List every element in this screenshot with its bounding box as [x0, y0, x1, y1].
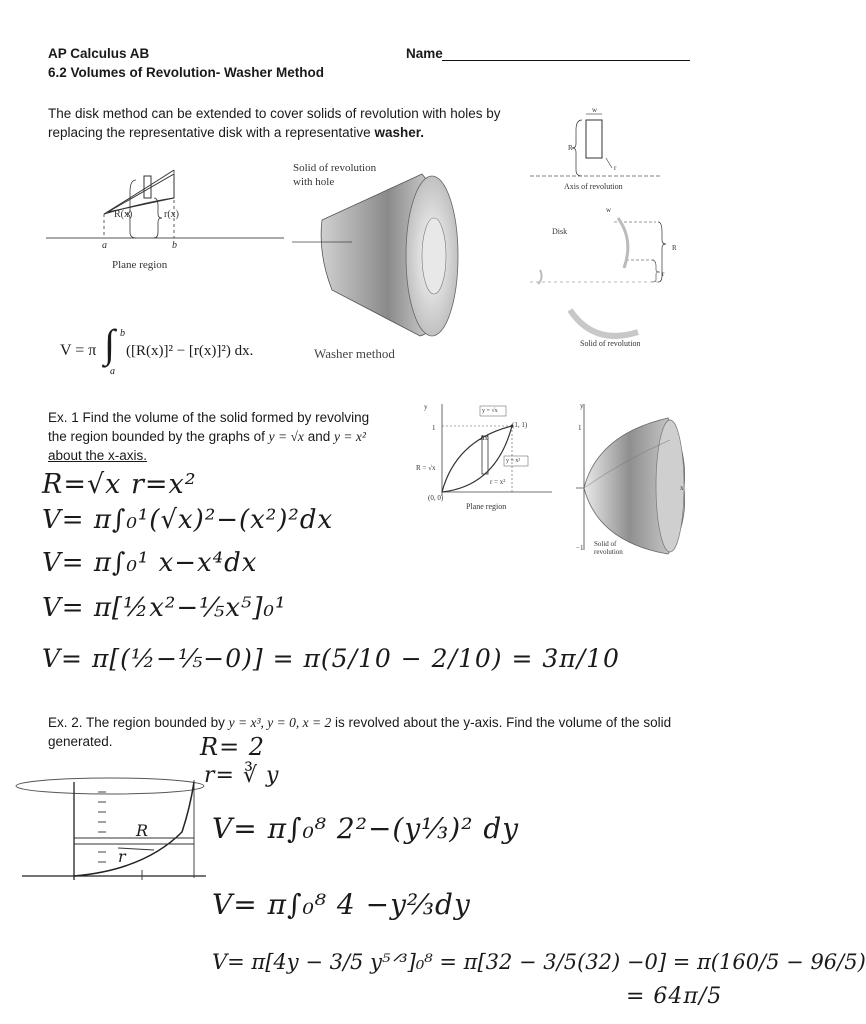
ex2-line-2: generated. — [48, 734, 113, 749]
formula-V: V = π — [60, 342, 97, 359]
plane-a-label: a — [102, 240, 107, 251]
ex2-work-line-3: V= π[4y − 3/5 y⁵ᐟ³]₀⁸ = π[32 − 3/5(32) −0] = π(160/5 − 96/5) — [212, 950, 866, 974]
name-label: Name — [406, 46, 443, 61]
ex1-prompt — [48, 408, 408, 465]
disk-label: Disk — [552, 227, 568, 236]
ex1-solid-x-label: x — [680, 484, 684, 492]
ex1-work-line-2: V= π∫₀¹(√x)²−(x²)²dx — [42, 505, 334, 535]
plane-R-label: R(x) — [114, 209, 133, 220]
ex1-fig-origin-label: (0, 0) — [428, 494, 444, 502]
ex2-prompt — [48, 713, 738, 751]
formula-integrand: ([R(x)]² − [r(x)]²) dx. — [126, 343, 254, 359]
ex1-line-3: about the x-axis. — [48, 448, 148, 463]
ex1-work-line-3: V= π∫₀¹ x−x⁴dx — [42, 548, 258, 578]
ex2-graph-R-label: R — [136, 821, 150, 840]
formula-lower-limit: a — [110, 366, 115, 377]
ex1-solid-y-label: y — [580, 402, 584, 410]
ex1-fig-point-label: (1, 1) — [512, 421, 528, 429]
ex1-fig-caption: Plane region — [466, 502, 507, 511]
ex1-solid-caption: Solid of revolution — [594, 540, 623, 556]
disk-r-label: r — [662, 270, 665, 278]
disk-R-label: R — [672, 244, 677, 252]
ex1-fig-r-label: r = x² — [490, 478, 506, 486]
intro-paragraph — [48, 104, 568, 142]
ex1-fig-y-label: y — [424, 403, 428, 411]
ex1-fig-sq-label: y = x² — [506, 458, 521, 464]
ex2-graph-r-label: r — [118, 847, 127, 866]
solid-with-hole-figure — [292, 170, 472, 340]
ex1-work-line-1: R=√x r=x² — [42, 469, 197, 500]
washer-disk-figure — [530, 100, 710, 350]
washer-method-label: Washer method — [314, 346, 395, 361]
right-R-label: R — [568, 144, 573, 152]
right-w-label: w — [592, 106, 598, 114]
ex1-work-line-4: V= π[½x²−⅕x⁵]₀¹ — [42, 593, 287, 623]
lesson-title: 6.2 Volumes of Revolution- Washer Method — [48, 65, 325, 80]
ex2-work-line-1: V= π∫₀⁸ 2²−(y⅓)² dy — [212, 812, 520, 845]
solid-caption: Solid of revolution with hole — [293, 162, 377, 188]
washer-formula — [60, 342, 96, 360]
intro-line-1: The disk method can be extended to cover solids of revolution with holes by — [48, 106, 501, 121]
plane-caption: Plane region — [112, 259, 168, 271]
ex1-line-2: the region bounded by the graphs of y = √x and y = x² — [48, 429, 366, 444]
right-solid-caption: Solid of revolution — [580, 339, 641, 348]
ex1-fig-R-label: R = √x — [416, 464, 436, 472]
ex2-R-work: R= 2 — [200, 733, 266, 761]
ex2-work-line-4: = 64π/5 — [626, 984, 723, 1009]
plane-b-label: b — [172, 240, 177, 251]
ex1-work-line-5: V= π[(½−⅕−0)] = π(5/10 − 2/10) = 3π/10 — [42, 644, 620, 673]
intro-line-2: replacing the representative disk with a representative washer. — [48, 125, 424, 140]
ex1-solid-neg-one-label: −1 — [576, 544, 584, 552]
plane-r-label: r(x) — [164, 209, 179, 220]
ex1-fig-sqrt-label: y = √x — [482, 408, 498, 414]
ex1-line-1: Ex. 1 Find the volume of the solid formed by revolving — [48, 410, 370, 425]
ex1-fig-one-label: 1 — [432, 424, 436, 432]
ex1-fig-dx-label: Δx — [480, 434, 489, 442]
ex2-graph — [14, 772, 210, 884]
axis-of-revolution-label: Axis of revolution — [564, 182, 623, 191]
ex2-r-work: r= ∛ y — [204, 763, 280, 788]
integral-sign: ∫ — [104, 321, 115, 366]
ex2-line-1: Ex. 2. The region bounded by y = x³, y = 0, x = 2 is revolved about the y-axis. Find the volume of the solid — [48, 715, 672, 730]
right-r-label: r — [614, 164, 617, 172]
disk-w-label: w — [606, 206, 612, 214]
name-field-line — [442, 60, 690, 61]
formula-upper-limit: b — [120, 328, 125, 339]
ex1-solid-figure — [572, 400, 692, 560]
ex1-solid-one-label: 1 — [578, 424, 582, 432]
ex2-work-line-2: V= π∫₀⁸ 4 −y⅔dy — [212, 888, 471, 921]
course-title: AP Calculus AB — [48, 46, 150, 61]
